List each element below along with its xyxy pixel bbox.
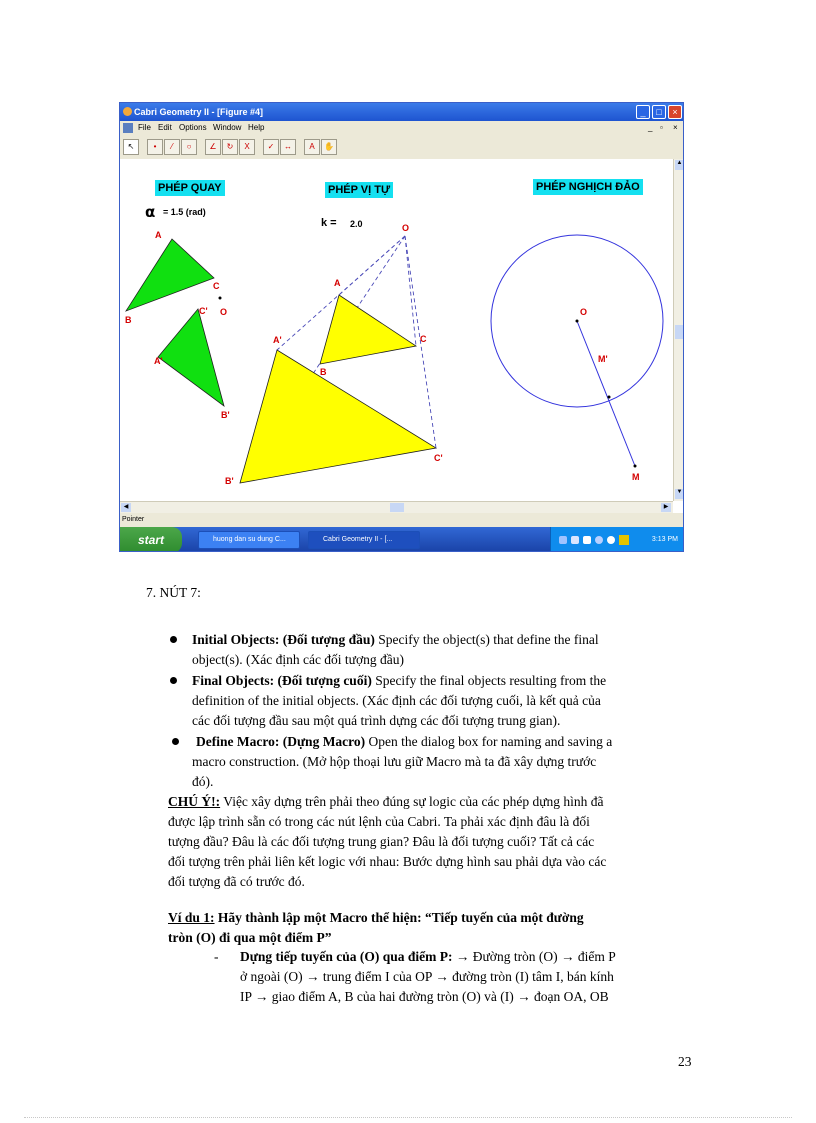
pointer-tool-icon[interactable]: ↖ [123,139,139,155]
clock: 3:13 PM [651,536,678,543]
bullet-3-line-2: macro construction. (Mở hộp thoại lưu giữ Macro mà ta đã xây dựng trước [192,754,597,769]
tray-pen-icon[interactable] [559,536,567,544]
label-b-rot: B [125,315,132,325]
system-tray [550,527,684,552]
scroll-left-icon[interactable]: ◀ [121,503,131,512]
section-heading: 7. NÚT 7: [146,585,201,600]
status-text: Pointer [122,516,145,523]
label-o-inv: O [580,307,588,317]
step-text: → Đường tròn (O) → điểm P [452,949,616,964]
step-bold: Dựng tiếp tuyến của (O) qua điểm P: [240,949,453,964]
label-b-hom: B [320,367,327,377]
label-m-inv: M [632,472,640,482]
bullet-2-text: Specify the final objects resulting from the [371,673,607,688]
bullet-3 [172,738,179,745]
homothety-title: PHÉP VỊ TỰ [325,182,393,198]
point-m-prime [608,396,611,399]
note-line-4: đối tượng trên phải liên kết logic với nhau: Bước dựng hình sau phải dựa vào các [168,854,607,869]
doc-close-icon[interactable]: × [673,123,678,132]
horizontal-scrollbar[interactable] [120,501,673,513]
close-button[interactable]: × [668,105,682,119]
point-o-rotation [219,297,222,300]
scroll-up-icon[interactable]: ▲ [675,160,684,170]
menu-edit[interactable]: Edit [158,123,172,132]
draw-tool-icon[interactable]: ✋ [321,139,337,155]
step-line-1 [240,947,616,967]
construct-tool-icon[interactable]: ∠ [205,139,221,155]
alpha-symbol: α [145,203,156,221]
line-tool-icon[interactable]: ⁄ [164,139,180,155]
triangle-abc-rotated [158,309,224,406]
page-bottom-rule [24,1117,792,1118]
menu-file[interactable]: File [138,123,151,132]
note-line-3: tượng đầu? Đâu là các đối tượng trung gian? Đâu là đối tượng cuối? Tất cả các [168,834,595,849]
start-button[interactable]: start [120,527,182,552]
menu-options[interactable]: Options [179,123,207,132]
window-title: Cabri Geometry II - [Figure #4] [134,107,264,117]
label-o-rot: O [220,307,228,317]
maximize-button[interactable]: □ [652,105,666,119]
note-line-2: được lập trình sẵn có trong các nút lệnh của Cabri. Ta phải xác định đâu là đối [168,814,590,829]
label-a-prime-rot: A' [154,356,163,366]
tray-help-icon[interactable] [583,536,591,544]
bullet-2-line-2: definition of the initial objects. (Xác định các đối tượng cuối, là kết quả của [192,693,601,708]
label-m-prime-inv: M' [598,354,608,364]
note-label: CHÚ Ý!: [168,794,221,809]
document-icon [123,123,133,133]
tray-network-icon[interactable] [571,536,579,544]
dash-oc [405,236,416,346]
doc-restore-icon[interactable]: ▫ [660,123,663,132]
step-line-3: IP → giao điểm A, B của hai đường tròn (O) và (I) → đoạn OA, OB [240,989,609,1004]
k-label: k = [321,217,337,229]
example-line-2: tròn (O) đi qua một điểm P” [168,930,332,945]
menu-bar [120,121,684,135]
taskbar [120,527,684,552]
tray-back-icon[interactable] [607,536,615,544]
example-label: Ví du 1: [168,910,215,925]
scroll-down-icon[interactable]: ▼ [675,489,684,499]
drawing-canvas[interactable] [120,159,673,501]
step-dash: - [214,949,219,964]
doc-minimize-icon[interactable]: _ [648,123,653,132]
measure-tool-icon[interactable]: ↔ [280,139,296,155]
bullet-2 [170,677,177,684]
bullet-2-line-3: các đối tượng đầu sau một quá trình dựng các đối tượng trung gian). [192,713,561,728]
rotation-title: PHÉP QUAY [155,180,225,196]
label-c-hom: C [420,334,427,344]
menu-help[interactable]: Help [248,123,265,132]
ray-om [577,321,635,466]
title-bar[interactable] [120,103,684,121]
scroll-right-icon[interactable]: ▶ [661,503,671,512]
note-text: Việc xây dựng trên phải theo đúng sự logic của các phép dựng hình đã [220,794,604,809]
label-b-prime-rot: B' [221,410,230,420]
task-word-document[interactable]: huong dan su dung C... [198,531,300,549]
triangle-homothety-source [320,295,416,364]
k-value: 2.0 [350,219,363,229]
label-c-prime-hom: C' [434,453,443,463]
page-number: 23 [678,1054,692,1069]
bullet-3-line-1 [196,732,612,752]
point-m [634,465,637,468]
cabri-window [119,102,684,552]
step-line-2: ở ngoài (O) → trung điểm I của OP → đường tròn (I) tâm I, bán kính [240,969,614,984]
note-line-5: đối tượng đã có trước đó. [168,874,305,889]
status-bar [120,513,684,527]
transform-tool-icon[interactable]: ↻ [222,139,238,155]
bullet-1-line-2: object(s). (Xác định các đối tượng đầu) [192,652,405,667]
example-text: Hãy thành lập một Macro thể hiện: “Tiếp tuyến của một đường [214,910,584,925]
bullet-1-line-1 [192,630,599,650]
menu-window[interactable]: Window [213,123,242,132]
triangle-abc-rotation [126,239,214,311]
label-a-hom: A [334,278,341,288]
label-a-rot: A [155,230,162,240]
inversion-title: PHÉP NGHỊCH ĐẢO [533,179,643,195]
point-tool-icon[interactable]: • [147,139,163,155]
note-line-1 [168,792,604,812]
bullet-2-bold: Final Objects: (Đối tượng cuối) [192,673,372,688]
example-line-1 [168,908,584,928]
point-o-inversion [576,320,579,323]
tray-speaker-icon[interactable] [595,536,603,544]
label-c-prime-rot: C' [199,306,208,316]
bullet-1-bold: Initial Objects: (Đối tượng đầu) [192,632,375,647]
bullet-3-line-3: đó). [192,774,214,789]
vertical-scrollbar[interactable] [673,159,684,501]
bullet-3-bold: Define Macro: (Dựng Macro) [196,734,366,749]
task-cabri[interactable]: Cabri Geometry II - [... [308,531,420,549]
bullet-2-line-1 [192,671,606,691]
bullet-1 [170,636,177,643]
bullet-1-text: Specify the object(s) that define the final [374,632,599,647]
triangle-homothety-image [240,350,436,483]
check-tool-icon[interactable]: ✓ [263,139,279,155]
label-a-prime-hom: A' [273,335,282,345]
circle-tool-icon[interactable]: ○ [181,139,197,155]
minimize-button[interactable]: _ [636,105,650,119]
horizontal-scroll-thumb[interactable] [390,503,404,512]
tray-lang-icon[interactable] [619,535,629,545]
vertical-scroll-thumb[interactable] [675,325,684,339]
bullet-3-text: Open the dialog box for naming and saving a [365,734,613,749]
macro-tool-icon[interactable]: X [239,139,255,155]
display-tool-icon[interactable]: A [304,139,320,155]
label-o-hom: O [402,223,410,233]
app-icon [123,107,132,116]
alpha-value: = 1.5 (rad) [163,207,206,217]
label-b-prime-hom: B' [225,476,234,486]
label-c-rot: C [213,281,220,291]
tool-bar [120,135,684,160]
